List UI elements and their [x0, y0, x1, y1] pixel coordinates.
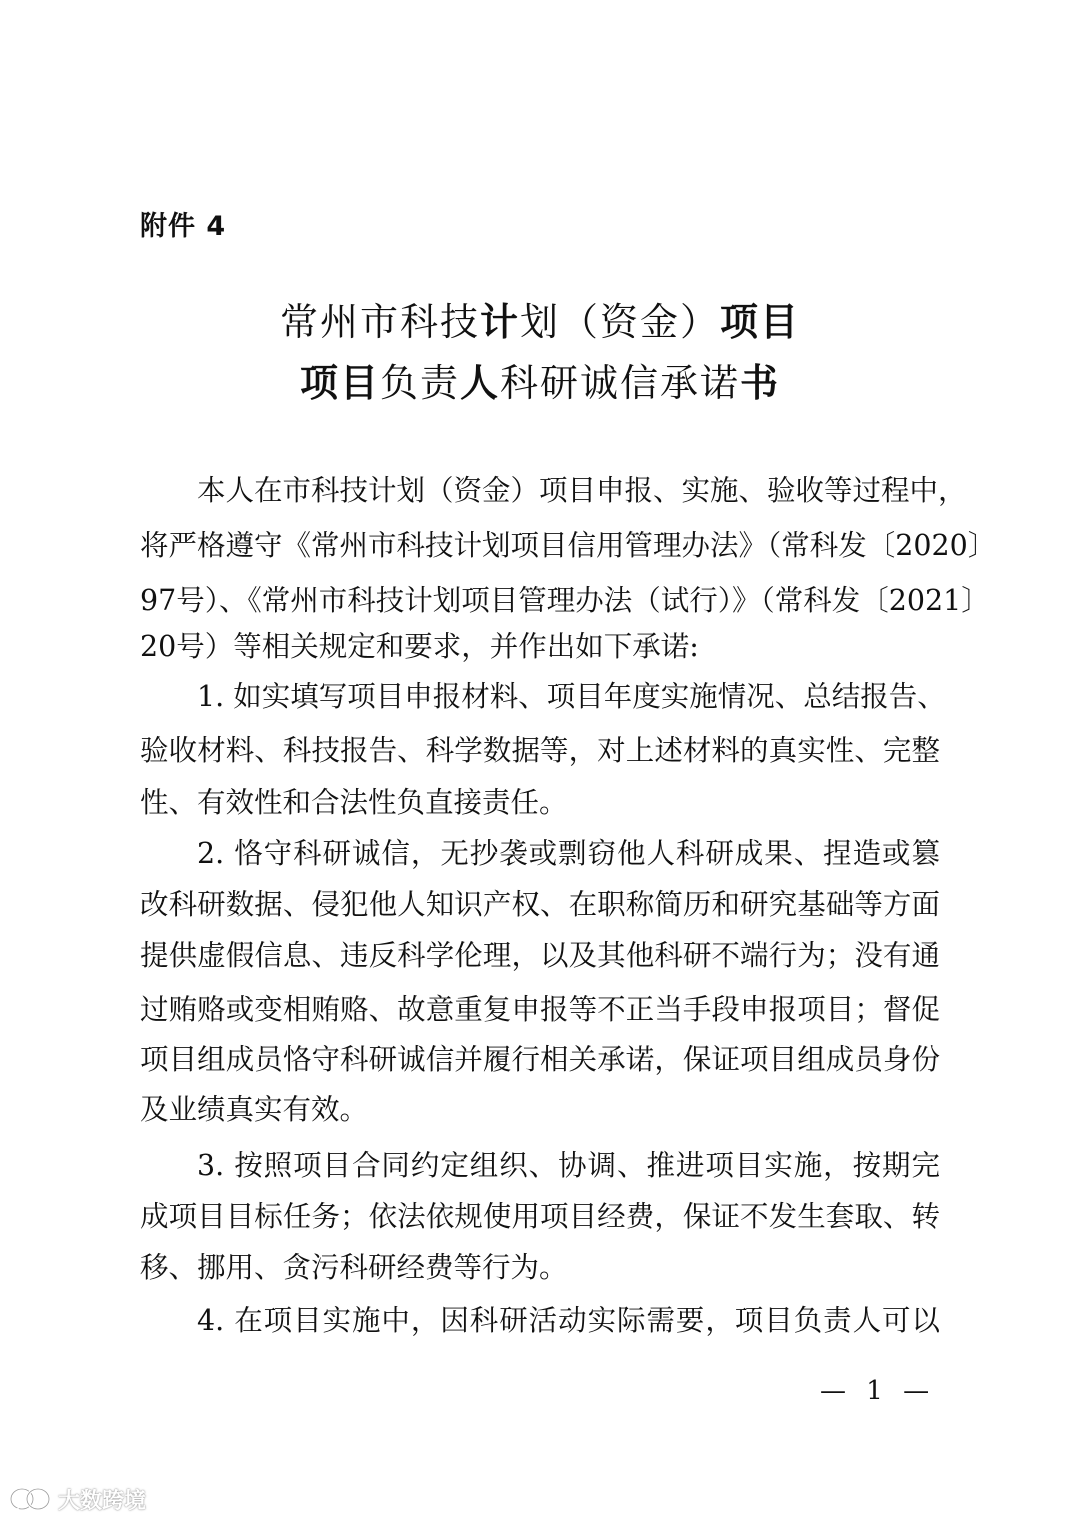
title-line2-part5: 书: [740, 360, 781, 405]
title-line1-part1: 常州市科技: [279, 300, 480, 344]
attachment-label: 附件 4: [140, 211, 227, 242]
body-line: 4. 在项目实施中，因科研活动实际需要，项目负责人可以: [197, 1304, 940, 1337]
body-line: 验收材料、科技报告、科学数据等，对上述材料的真实性、完整: [140, 734, 940, 767]
body-line: 过贿赂或变相贿赂、故意重复申报等不正当手段申报项目；督促: [140, 993, 940, 1026]
title-line1-part3: 划（资金）: [520, 300, 721, 344]
watermark: [8, 1484, 146, 1515]
body-line: 改科研数据、侵犯他人知识产权、在职称简历和研究基础等方面: [140, 888, 940, 921]
body-line: 20号）等相关规定和要求，并作出如下承诺:: [140, 630, 699, 663]
title-line2-part1: 项目: [299, 360, 380, 405]
body-line: 提供虚假信息、违反科学伦理，以及其他科研不端行为；没有通: [140, 939, 940, 972]
body-line: 及业绩真实有效。: [140, 1093, 369, 1126]
body-line: 3. 按照项目合同约定组织、协调、推进项目实施，按期完: [197, 1149, 940, 1182]
body-line: 项目组成员恪守科研诚信并履行相关承诺，保证项目组成员身份: [140, 1043, 940, 1076]
document-title-line-1: [0, 299, 1080, 344]
chat-bubble-logo-icon: [8, 1485, 52, 1515]
title-line2-part3: 人: [459, 360, 500, 405]
title-line2-part4: 科研诚信承诺: [500, 361, 741, 405]
title-line2-part2: 负责: [379, 361, 460, 405]
watermark-text: 大数跨境: [58, 1489, 147, 1514]
body-line: 成项目目标任务；依法依规使用项目经费，保证不发生套取、转: [140, 1200, 940, 1233]
body-line: 移、挪用、贪污科研经费等行为。: [140, 1251, 568, 1284]
body-line: 2. 恪守科研诚信，无抄袭或剽窃他人科研成果、捏造或篡: [197, 837, 940, 870]
body-line: 1. 如实填写项目申报材料、项目年度实施情况、总结报告、: [197, 680, 946, 713]
title-line1-part4: 项目: [720, 299, 801, 344]
title-line1-part2: 计: [479, 299, 520, 344]
body-line: 97号）、《常州市科技计划项目管理办法（试行）》（常科发〔2021〕: [140, 584, 990, 617]
body-line: 性、有效性和合法性负直接责任。: [140, 786, 568, 819]
document-title-line-2: [0, 360, 1080, 405]
page-number: — 1 —: [820, 1376, 936, 1406]
body-line: 本人在市科技计划（资金）项目申报、实施、验收等过程中，: [197, 474, 967, 507]
body-line: 将严格遵守《常州市科技计划项目信用管理办法》（常科发〔2020〕: [140, 529, 997, 562]
